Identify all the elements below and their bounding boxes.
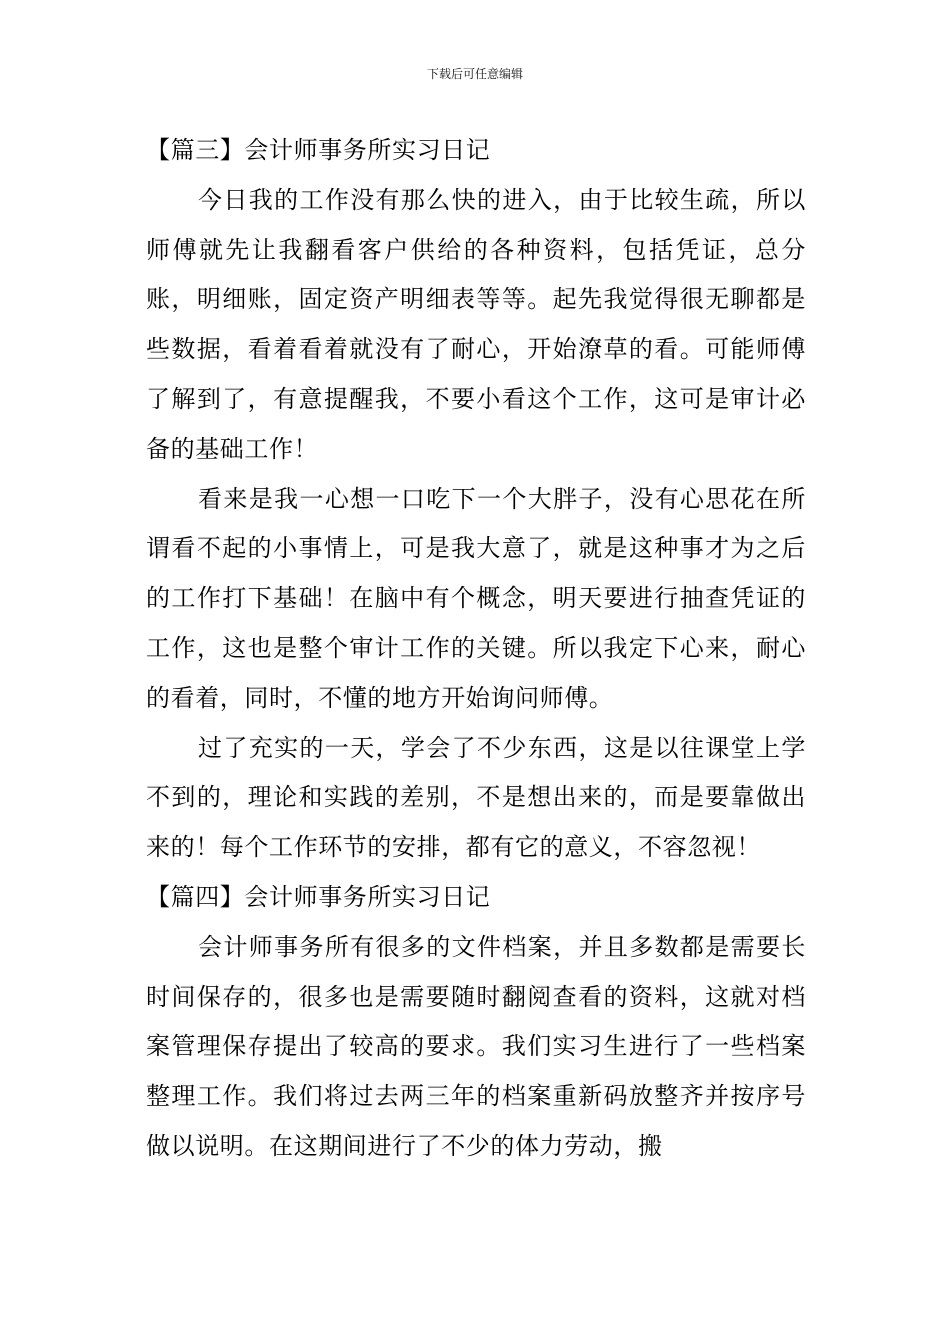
section-part-three bbox=[146, 126, 806, 873]
paragraph: 今日我的工作没有那么快的进入，由于比较生疏，所以师傅就先让我翻看客户供给的各种资料，包括凭证，总分账，明细账，固定资产明细表等等。起先我觉得很无聊都是些数据，看着看着就没有了耐心，开始潦草的看。可能师傅了解到了，有意提醒我，不要小看这个工作，这可是审计必备的基础工作！ bbox=[146, 185, 806, 463]
paragraph: 看来是我一心想一口吃下一个大胖子，没有心思花在所谓看不起的小事情上，可是我大意了，就是这种事才为之后的工作打下基础！在脑中有个概念，明天要进行抽查凭证的工作，这也是整个审计工作的关键。所以我定下心来，耐心的看着，同时，不懂的地方开始询问师傅。 bbox=[146, 484, 806, 712]
paragraph: 过了充实的一天，学会了不少东西，这是以往课堂上学不到的，理论和实践的差别，不是想出来的，而是要靠做出来的！每个工作环节的安排，都有它的意义，不容忽视！ bbox=[146, 733, 806, 862]
page-header-note: 下载后可任意编辑 bbox=[426, 67, 523, 81]
section-part-four bbox=[146, 873, 806, 1172]
section-heading: 【篇三】会计师事务所实习日记 bbox=[146, 136, 491, 164]
document-body bbox=[146, 126, 806, 1172]
paragraph: 会计师事务所有很多的文件档案，并且多数都是需要长时间保存的，很多也是需要随时翻阅查看的资料，这就对档案管理保存提出了较高的要求。我们实习生进行了一些档案整理工作。我们将过去两三年的档案重新码放整齐并按序号做以说明。在这期间进行了不少的体力劳动，搬 bbox=[146, 932, 806, 1160]
section-heading: 【篇四】会计师事务所实习日记 bbox=[146, 882, 491, 911]
